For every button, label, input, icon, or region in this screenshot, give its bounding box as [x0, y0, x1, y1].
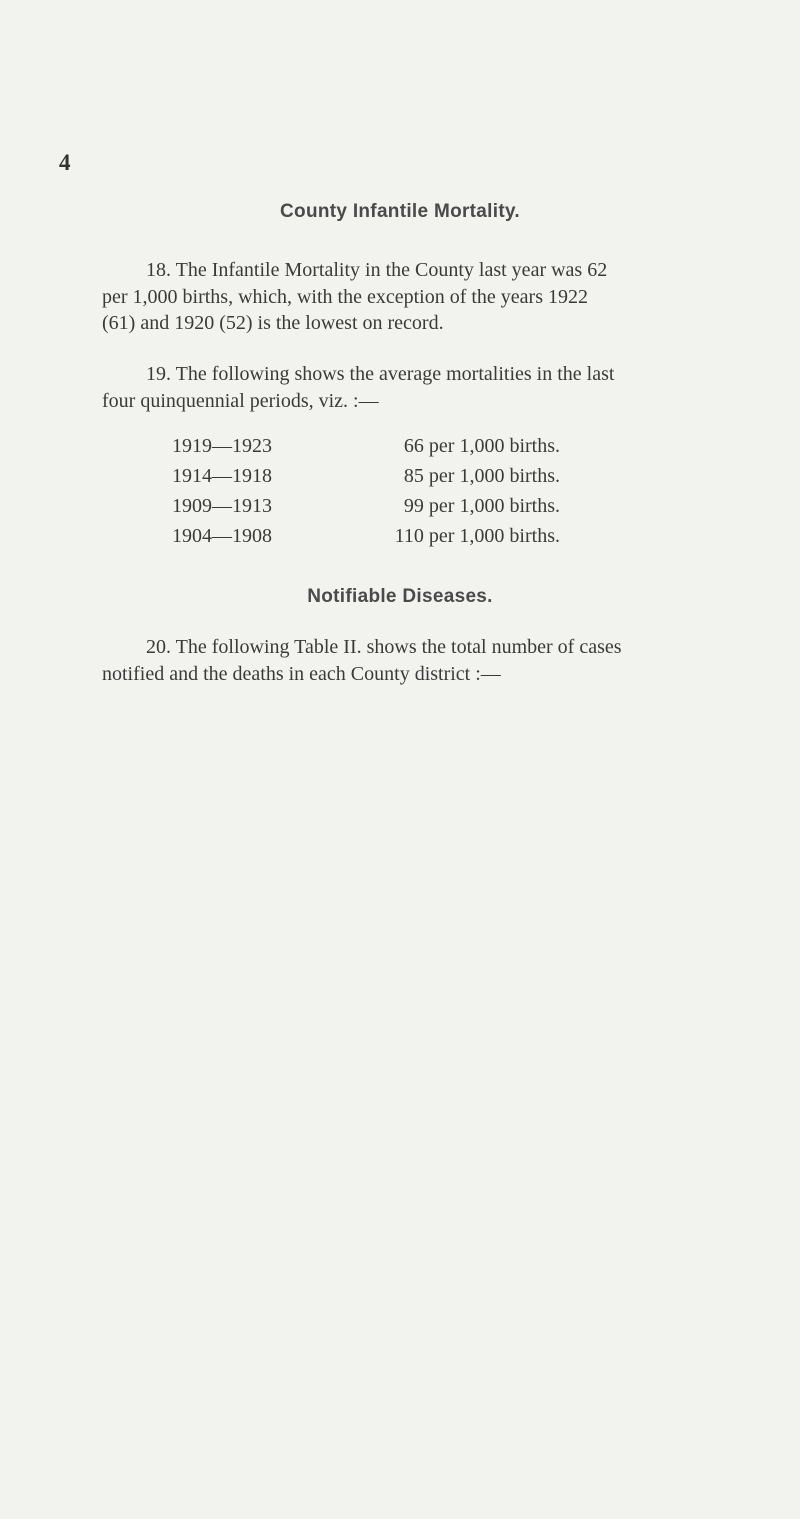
rate-cell: 99 per 1,000 births.: [403, 494, 560, 517]
page-number: 4: [59, 150, 71, 175]
paragraph-20-line-1: [102, 634, 774, 661]
paragraph-18-line-3: (61) and 1920 (52) is the lowest on record.: [102, 312, 444, 334]
table-row: [172, 461, 560, 491]
paragraph-19-line-2: four quinquennial periods, viz. :—: [102, 389, 379, 412]
period-cell: 1919—1923: [172, 434, 272, 457]
period-cell: 1909—1913: [172, 494, 272, 517]
table-row: [172, 521, 560, 551]
paragraph-19-line-1-text: The following shows the average mortalities in the last: [175, 363, 615, 385]
paragraph-19: [102, 361, 774, 414]
paragraph-18-number: 18.: [146, 259, 171, 281]
period-cell: 1914—1918: [172, 464, 272, 487]
paragraph-20-number: 20.: [146, 636, 171, 658]
rate-cell: 85 per 1,000 births.: [403, 464, 560, 487]
paragraph-18: [102, 257, 774, 337]
section-heading-infantile-mortality: County Infantile Mortality.: [280, 201, 520, 222]
paragraph-20-line-2: notified and the deaths in each County district :—: [102, 662, 501, 685]
paragraph-20-line-1-text: The following Table II. shows the total number of cases: [175, 636, 622, 658]
paragraph-18-line-1-text: The Infantile Mortality in the County last year was 62: [175, 259, 608, 281]
rate-cell: 110 per 1,000 births.: [394, 524, 560, 547]
period-cell: 1904—1908: [172, 524, 272, 547]
paragraph-18-line-2: per 1,000 births, which, with the exception of the years 1922: [102, 285, 588, 308]
paragraph-18-line-1: [102, 257, 774, 284]
table-row: [172, 491, 560, 521]
table-row: [172, 431, 560, 461]
paragraph-19-number: 19.: [146, 363, 171, 385]
section-heading-notifiable-diseases: Notifiable Diseases.: [307, 586, 493, 607]
paragraph-20: [102, 634, 774, 687]
mortality-periods-table: [172, 431, 560, 551]
paragraph-19-line-1: [102, 361, 774, 388]
rate-cell: 66 per 1,000 births.: [403, 434, 560, 457]
